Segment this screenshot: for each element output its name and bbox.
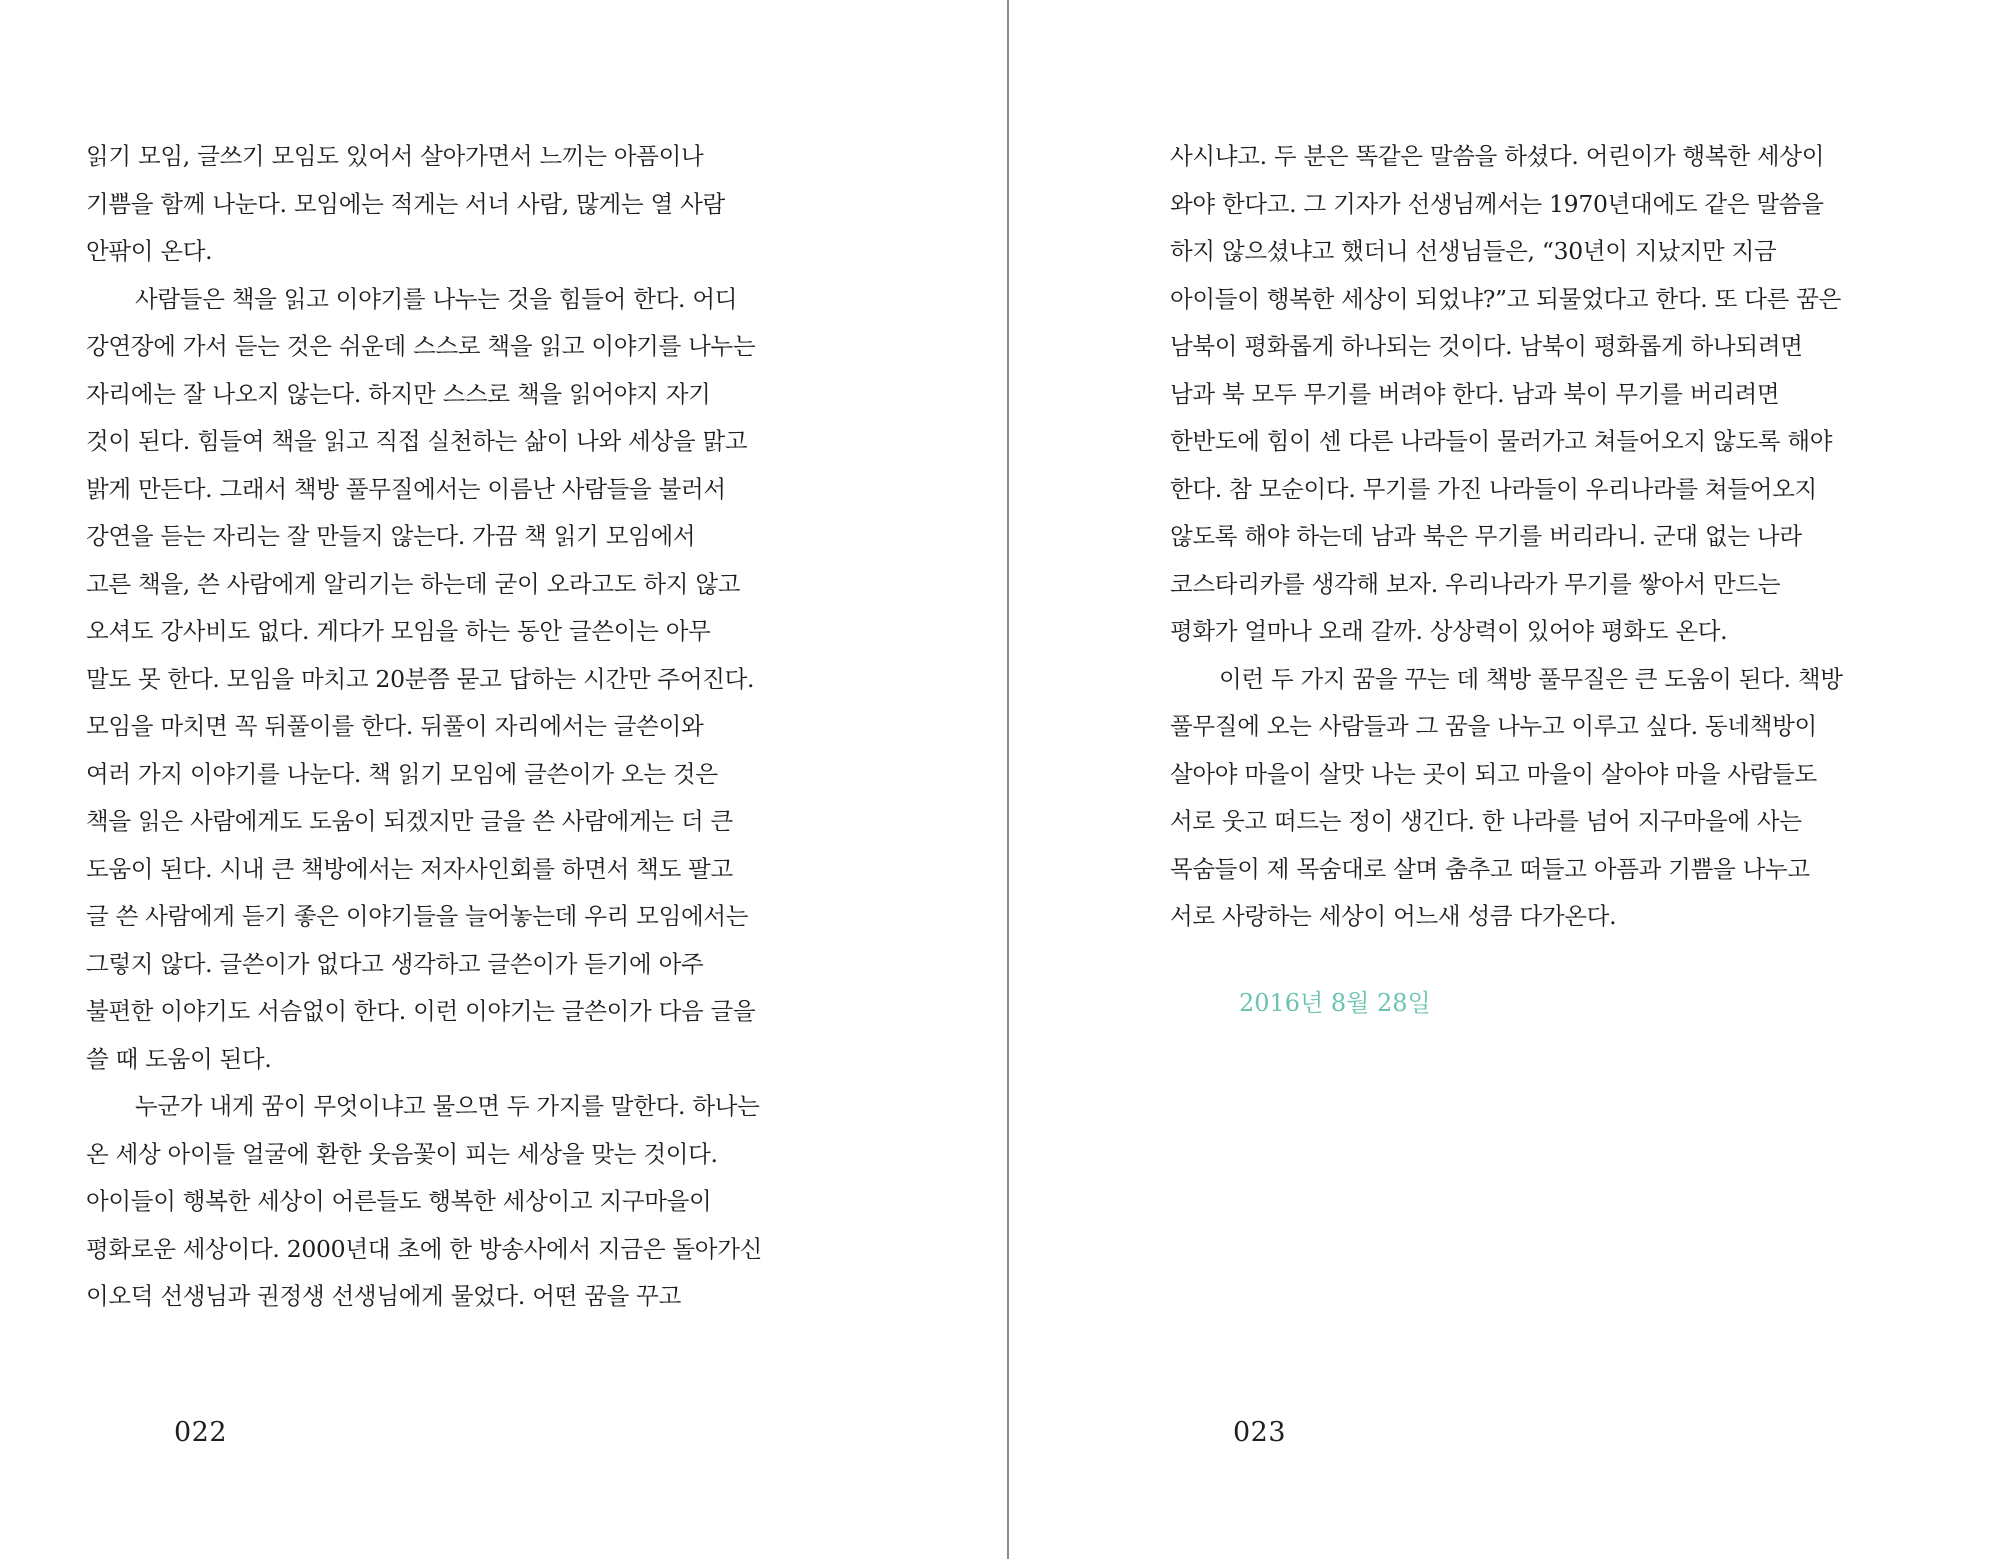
date-signature: 2016년 8월 28일	[1239, 989, 1431, 1017]
text-line: 남북이 평화롭게 하나되는 것이다. 남북이 평화롭게 하나되려면	[1170, 332, 1803, 360]
text-line: 자리에는 잘 나오지 않는다. 하지만 스스로 책을 읽어야지 자기	[86, 379, 711, 408]
text-line: 서로 웃고 떠드는 정이 생긴다. 한 나라를 넘어 지구마을에 사는	[1170, 807, 1802, 835]
text-line: 이오덕 선생님과 권정생 선생님에게 물었다. 어떤 꿈을 꾸고	[86, 1282, 681, 1310]
text-line: 여러 가지 이야기를 나눈다. 책 읽기 모임에 글쓴이가 오는 것은	[86, 759, 718, 788]
text-line: 와야 한다고. 그 기자가 선생님께서는 1970년대에도 같은 말씀을	[1170, 189, 1824, 218]
text-line: 것이 된다. 힘들여 책을 읽고 직접 실천하는 삶이 나와 세상을 맑고	[86, 427, 748, 455]
text-line: 쓸 때 도움이 된다.	[86, 1044, 272, 1073]
text-line: 책을 읽은 사람에게도 도움이 되겠지만 글을 쓴 사람에게는 더 큰	[86, 807, 733, 835]
right-page	[1009, 0, 2016, 1559]
text-line: 평화로운 세상이다. 2000년대 초에 한 방송사에서 지금은 돌아가신	[86, 1234, 762, 1263]
text-line: 않도록 해야 하는데 남과 북은 무기를 버리라니. 군대 없는 나라	[1170, 522, 1802, 550]
paragraph-first-line: 사람들은 책을 읽고 이야기를 나누는 것을 힘들어 한다. 어디	[135, 284, 738, 313]
body-text	[86, 133, 876, 1321]
text-line: 오셔도 강사비도 없다. 게다가 모임을 하는 동안 글쓴이는 아무	[86, 617, 711, 645]
text-line: 서로 사랑하는 세상이 어느새 성큼 다가온다.	[1170, 902, 1617, 930]
text-line: 하지 않으셨냐고 했더니 선생님들은, “30년이 지났지만 지금	[1170, 237, 1777, 265]
text-line: 사시냐고. 두 분은 똑같은 말씀을 하셨다. 어린이가 행복한 세상이	[1170, 142, 1825, 170]
text-line: 말도 못 한다. 모임을 마치고 20분쯤 묻고 답하는 시간만 주어진다.	[86, 664, 755, 693]
text-line: 도움이 된다. 시내 큰 책방에서는 저자사인회를 하면서 책도 팔고	[86, 854, 733, 883]
text-line: 평화가 얼마나 오래 갈까. 상상력이 있어야 평화도 온다.	[1170, 617, 1728, 645]
text-line: 목숨들이 제 목숨대로 살며 춤추고 떠들고 아픔과 기쁨을 나누고	[1170, 854, 1810, 883]
text-line: 불편한 이야기도 서슴없이 한다. 이런 이야기는 글쓴이가 다음 글을	[86, 997, 756, 1025]
text-line: 풀무질에 오는 사람들과 그 꿈을 나누고 이루고 싶다. 동네책방이	[1170, 712, 1817, 740]
text-line: 고른 책을, 쓴 사람에게 알리기는 하는데 굳이 오라고도 하지 않고	[86, 569, 741, 598]
text-line: 아이들이 행복한 세상이 되었냐?”고 되물었다고 한다. 또 다른 꿈은	[1170, 284, 1841, 313]
text-line: 코스타리카를 생각해 보자. 우리나라가 무기를 쌓아서 만드는	[1170, 569, 1781, 598]
text-line: 안팎이 온다.	[86, 237, 213, 265]
text-line: 한반도에 힘이 센 다른 나라들이 물러가고 쳐들어오지 않도록 해야	[1170, 427, 1833, 455]
paragraph-first-line: 이런 두 가지 꿈을 꾸는 데 책방 풀무질은 큰 도움이 된다. 책방	[1219, 664, 1843, 693]
page-number: 023	[1233, 1417, 1287, 1448]
text-line: 기쁨을 함께 나눈다. 모임에는 적게는 서너 사람, 많게는 열 사람	[86, 189, 725, 218]
page-number: 022	[174, 1417, 228, 1448]
text-line: 그렇지 않다. 글쓴이가 없다고 생각하고 글쓴이가 듣기에 아주	[86, 949, 704, 978]
text-line: 살아야 마을이 살맛 나는 곳이 되고 마을이 살아야 마을 사람들도	[1170, 759, 1817, 788]
text-line: 온 세상 아이들 얼굴에 환한 웃음꽃이 피는 세상을 맞는 것이다.	[86, 1139, 718, 1168]
paragraph-first-line: 누군가 내게 꿈이 무엇이냐고 물으면 두 가지를 말한다. 하나는	[135, 1092, 760, 1120]
text-line: 밝게 만든다. 그래서 책방 풀무질에서는 이름난 사람들을 불러서	[86, 474, 726, 503]
text-line: 강연을 듣는 자리는 잘 만들지 않는다. 가끔 책 읽기 모임에서	[86, 522, 696, 550]
text-line: 모임을 마치면 꼭 뒤풀이를 한다. 뒤풀이 자리에서는 글쓴이와	[86, 712, 704, 740]
text-line: 읽기 모임, 글쓰기 모임도 있어서 살아가면서 느끼는 아픔이나	[86, 142, 704, 170]
left-page	[0, 0, 1007, 1559]
text-line: 글 쓴 사람에게 듣기 좋은 이야기들을 늘어놓는데 우리 모임에서는	[86, 902, 749, 930]
body-text	[1170, 133, 1960, 941]
text-line: 아이들이 행복한 세상이 어른들도 행복한 세상이고 지구마을이	[86, 1187, 712, 1215]
text-line: 남과 북 모두 무기를 버려야 한다. 남과 북이 무기를 버리려면	[1170, 379, 1780, 408]
text-line: 한다. 참 모순이다. 무기를 가진 나라들이 우리나라를 쳐들어오지	[1170, 474, 1817, 503]
text-line: 강연장에 가서 듣는 것은 쉬운데 스스로 책을 읽고 이야기를 나누는	[86, 332, 756, 360]
